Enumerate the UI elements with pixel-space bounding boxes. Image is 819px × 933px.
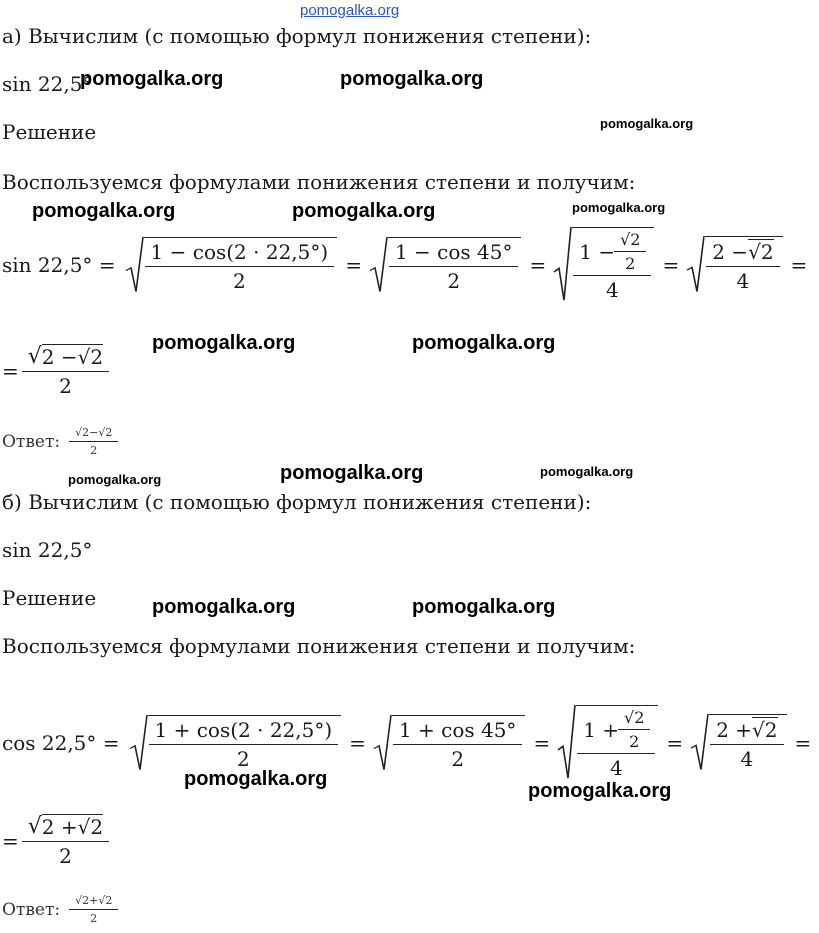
- watermark: pomogalka.org: [292, 200, 436, 222]
- watermark: pomogalka.org: [280, 462, 424, 484]
- answer-a: [2, 426, 117, 457]
- radical-sign-icon: [374, 715, 392, 771]
- sqrt-a-2: [370, 237, 522, 293]
- solution-b-heading: Решение: [2, 586, 97, 610]
- watermark: pomogalka.org: [152, 596, 296, 618]
- radical-sign-icon: [370, 237, 388, 293]
- watermark: pomogalka.org: [68, 472, 162, 487]
- fraction-a-1: $\frac{1 - \cos(2 \cdot 22,5^\circ)}{2}$: [148, 240, 332, 293]
- radical-sign-icon: [126, 237, 144, 293]
- radical-sign-icon: [687, 236, 705, 293]
- sqrt-a-3: [554, 227, 654, 302]
- answer-b: [2, 894, 117, 925]
- equation-a: sin 22,5° = $\frac{1 - \cos(2 \cdot 22,5^\circ)}{2}$ = $\frac{1 - \cos 45^\circ}{2}$ = 1 − $\frac{√2}{2}$ 4 = 2 − √ 2 4 =: [2, 212, 815, 317]
- equation-b-lhs: cos 22,5° =: [2, 730, 120, 755]
- sqrt-b-3: [558, 705, 658, 780]
- sqrt-b-1: [130, 715, 342, 771]
- watermark: pomogalka.org: [600, 116, 694, 131]
- sqrt-a-4: [687, 236, 782, 293]
- equation-b: cos 22,5° = $\frac{1 + \cos(2 \cdot 22,5^\circ)}{2}$ = $\frac{1 + \cos 45^\circ}{2}$ = 1 + $\frac{√2}{2}$ 4 = 2 + √ 2 4 =: [2, 690, 819, 795]
- fraction-a-3: 1 − $\frac{√2}{2}$ 4: [576, 230, 648, 302]
- radical-sign-icon: [130, 715, 148, 771]
- task-a-expression: sin 22,5°: [2, 72, 93, 96]
- task-b-expression: sin 22,5°: [2, 538, 93, 562]
- task-a-line: а) Вычислим (с помощью формул понижения степени):: [2, 24, 592, 48]
- watermark: pomogalka.org: [80, 68, 224, 90]
- watermark: pomogalka.org: [540, 464, 634, 479]
- sqrt-b-4: [691, 714, 786, 771]
- fraction-b-3: 1 + $\frac{√2}{2}$ 4: [580, 708, 652, 780]
- fraction-b-4: 2 + √ 2 4: [713, 717, 780, 771]
- answer-a-fraction: $\frac{√2-√2}{2}$: [72, 426, 115, 457]
- watermark: pomogalka.org: [412, 332, 556, 354]
- watermark: pomogalka.org: [152, 332, 296, 354]
- fraction-a-2: $\frac{1 - \cos 45^\circ}{2}$: [392, 240, 516, 293]
- fraction-a-4: 2 − √ 2 4: [709, 239, 776, 293]
- task-b-line: б) Вычислим (с помощью формул понижения степени):: [2, 490, 592, 514]
- result-a: = √ 2 − √ 2 2: [2, 336, 108, 406]
- watermark: pomogalka.org: [184, 768, 328, 790]
- result-b-fraction: √ 2 + √ 2 2: [25, 814, 106, 868]
- fraction-b-1: $\frac{1 + \cos(2 \cdot 22,5^\circ)}{2}$: [152, 718, 336, 771]
- equation-a-lhs: sin 22,5° =: [2, 252, 116, 277]
- watermark: pomogalka.org: [572, 200, 666, 215]
- solution-a-heading: Решение: [2, 120, 97, 144]
- result-a-fraction: √ 2 − √ 2 2: [25, 344, 106, 398]
- method-a-text: Воспользуемся формулами понижения степени и получим:: [2, 170, 636, 194]
- watermark: pomogalka.org: [412, 596, 556, 618]
- answer-b-fraction: $\frac{√2+√2}{2}$: [72, 894, 115, 925]
- watermark: pomogalka.org: [340, 68, 484, 90]
- answer-a-label: Ответ:: [2, 431, 61, 452]
- fraction-b-2: $\frac{1 + \cos 45^\circ}{2}$: [396, 718, 520, 771]
- sqrt-b-2: [374, 715, 526, 771]
- sqrt-a-1: [126, 237, 338, 293]
- radical-sign-icon: [558, 705, 576, 780]
- top-watermark-link[interactable]: pomogalka.org: [300, 2, 400, 19]
- radical-sign-icon: [691, 714, 709, 771]
- radical-sign-icon: [554, 227, 572, 302]
- watermark: pomogalka.org: [32, 200, 176, 222]
- method-b-text: Воспользуемся формулами понижения степени и получим:: [2, 634, 636, 658]
- answer-b-label: Ответ:: [2, 899, 61, 920]
- result-b: = √ 2 + √ 2 2: [2, 806, 108, 876]
- watermark: pomogalka.org: [528, 780, 672, 802]
